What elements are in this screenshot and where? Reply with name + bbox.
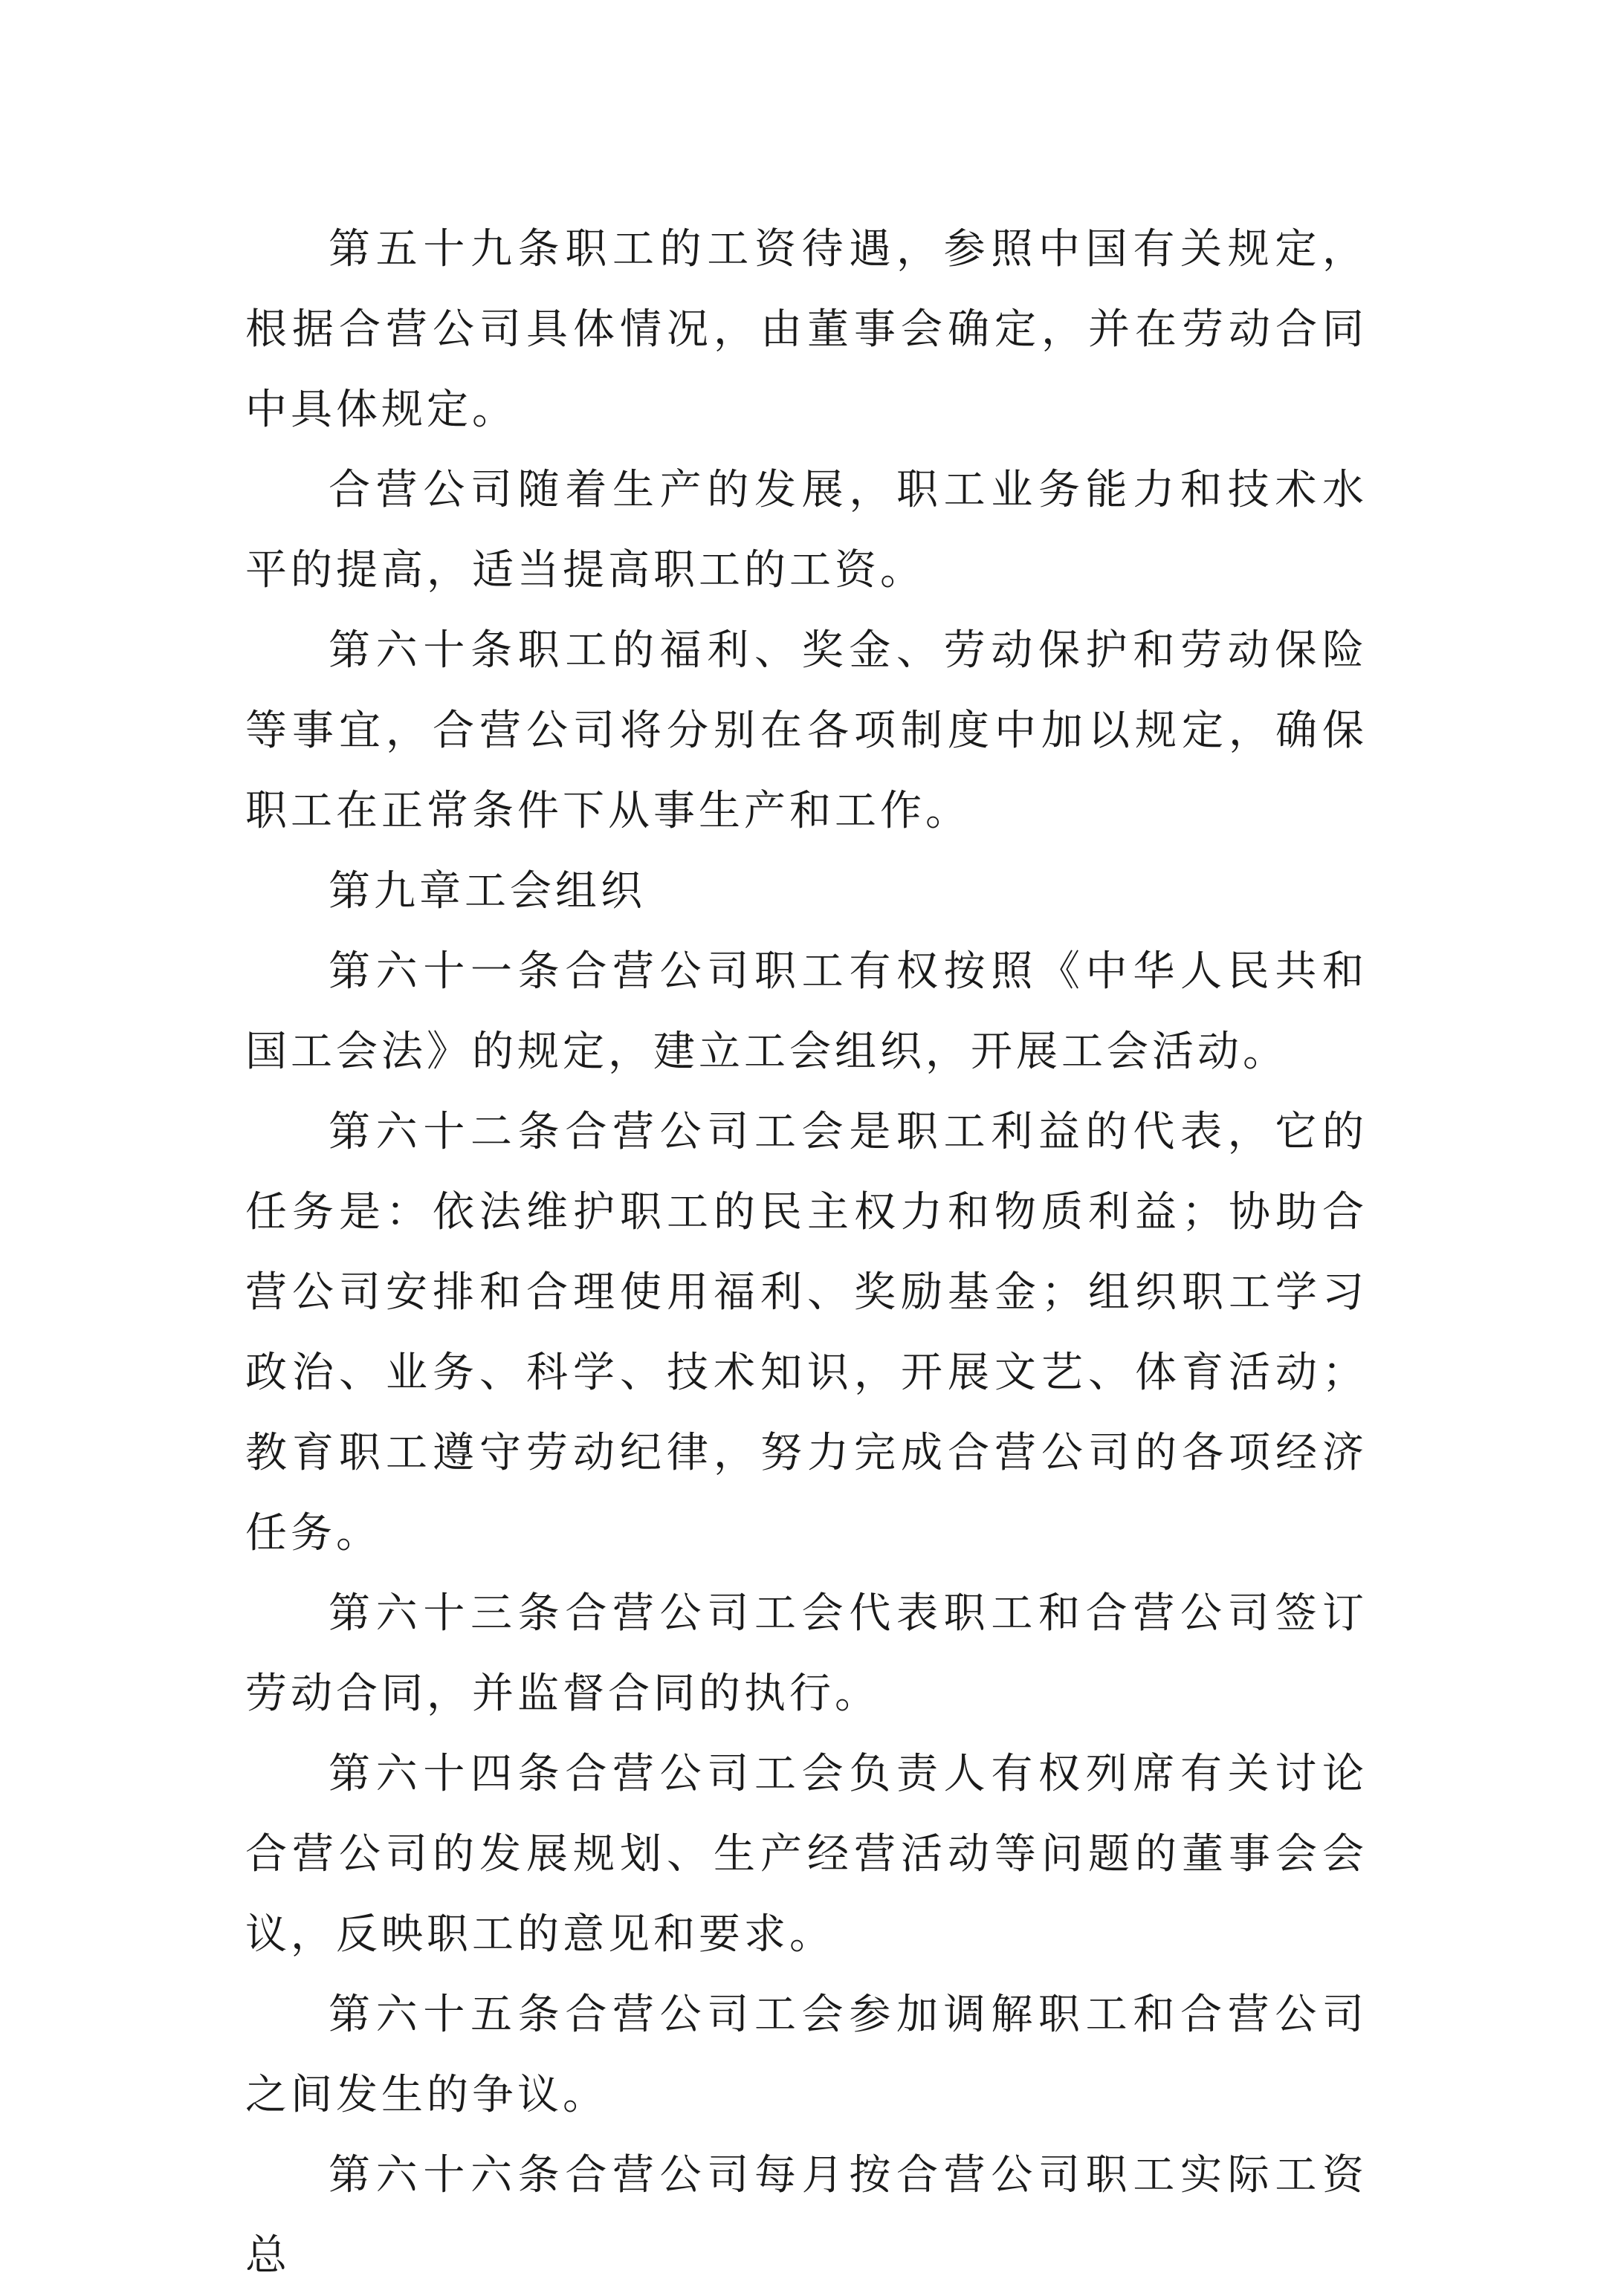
- article-64-paragraph: 第六十四条合营公司工会负责人有权列席有关讨论合营公司的发展规划、生产经营活动等问题的董事会会议，反映职工的意见和要求。: [245, 1750, 1368, 1959]
- document-body: [245, 210, 1368, 2296]
- article-62-paragraph: 第六十二条合营公司工会是职工利益的代表，它的任务是：依法维护职工的民主权力和物质利益；协助合营公司安排和合理使用福利、奖励基金；组织职工学习政治、业务、科学、技术知识，开展文艺、体育活动；教育职工遵守劳动纪律，努力完成合营公司的各项经济任务。: [245, 1108, 1368, 1557]
- article-60-paragraph: 第六十条职工的福利、奖金、劳动保护和劳动保险等事宜，合营公司将分别在各项制度中加以规定，确保职工在正常条件下从事生产和工作。: [245, 626, 1368, 835]
- article-61-paragraph: 第六十一条合营公司职工有权按照《中华人民共和国工会法》的规定，建立工会组织，开展工会活动。: [245, 947, 1368, 1076]
- article-66-paragraph: 第六十六条合营公司每月按合营公司职工实际工资总: [245, 2151, 1368, 2280]
- chapter-9-heading: 第九章工会组织: [329, 867, 646, 915]
- article-65-paragraph: 第六十五条合营公司工会参加调解职工和合营公司之间发生的争议。: [245, 1991, 1368, 2119]
- article-63-paragraph: 第六十三条合营公司工会代表职工和合营公司签订劳动合同，并监督合同的执行。: [245, 1589, 1368, 1718]
- wage-increase-paragraph: 合营公司随着生产的发展，职工业务能力和技术水平的提高，适当提高职工的工资。: [245, 466, 1368, 594]
- article-59-paragraph: 第五十九条职工的工资待遇，参照中国有关规定，根据合营公司具体情况，由董事会确定，并在劳动合同中具体规定。: [245, 225, 1368, 434]
